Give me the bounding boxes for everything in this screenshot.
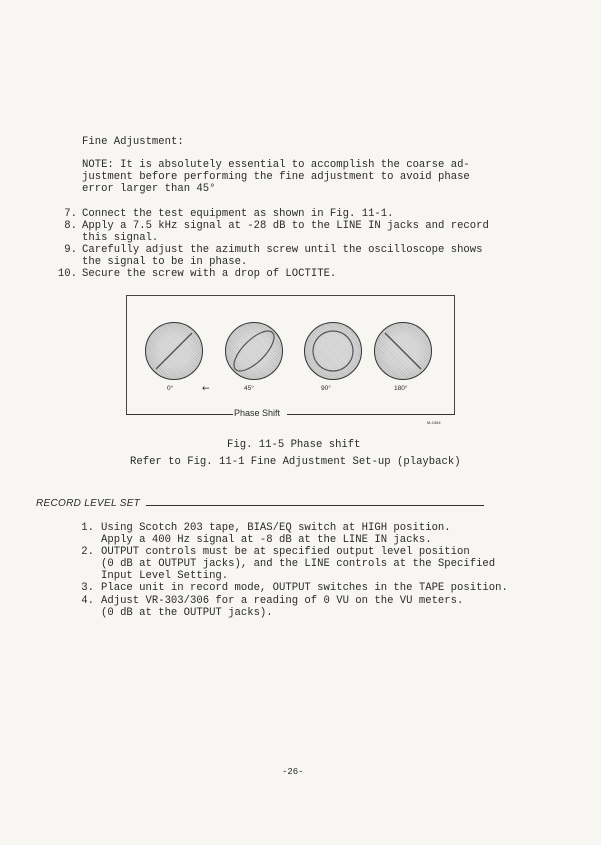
- step-number: 7.: [64, 208, 77, 220]
- step-number: 3.: [81, 582, 94, 594]
- step-text: (0 dB at OUTPUT jacks), and the LINE controls at the Specified: [101, 558, 496, 570]
- step-text: OUTPUT controls must be at specified output level position: [101, 546, 470, 558]
- step-number: 4.: [81, 595, 94, 607]
- step-number: 9.: [64, 244, 77, 256]
- step-text: this signal.: [82, 232, 159, 244]
- step-text: Carefully adjust the azimuth screw until the oscilloscope shows: [82, 244, 483, 256]
- figure-reference: Refer to Fig. 11-1 Fine Adjustment Set-up (playback): [130, 456, 461, 468]
- scope-pattern-90-deg: [304, 322, 362, 380]
- step-number: 1.: [81, 522, 94, 534]
- step-text: Secure the screw with a drop of LOCTITE.: [82, 268, 337, 280]
- arrow-left-icon: ←: [202, 384, 210, 394]
- page-number: -26-: [282, 767, 304, 777]
- scope-pattern-45-deg: [225, 322, 283, 380]
- note-line: justment before performing the fine adjustment to avoid phase: [82, 171, 470, 183]
- step-number: 8.: [64, 220, 77, 232]
- step-text: Place unit in record mode, OUTPUT switches in the TAPE position.: [101, 582, 508, 594]
- phase-shift-figure: [126, 295, 455, 425]
- step-text: (0 dB at the OUTPUT jacks).: [101, 607, 273, 619]
- phase-label-45: 45°: [244, 385, 254, 392]
- phase-label-90: 90°: [321, 385, 331, 392]
- step-text: Apply a 400 Hz signal at -8 dB at the LINE IN jacks.: [101, 534, 432, 546]
- step-text: Adjust VR-303/306 for a reading of 0 VU on the VU meters.: [101, 595, 464, 607]
- step-text: Input Level Setting.: [101, 570, 229, 582]
- figure-code: M-2454: [427, 420, 441, 425]
- note-line: NOTE: It is absolutely essential to accomplish the coarse ad-: [82, 159, 470, 171]
- record-level-heading: RECORD LEVEL SET: [36, 498, 141, 509]
- scope-pattern-180-deg: [374, 322, 432, 380]
- step-text: Apply a 7.5 kHz signal at -28 dB to the LINE IN jacks and record: [82, 220, 489, 232]
- fine-adjustment-heading: Fine Adjustment:: [82, 136, 184, 148]
- figure-caption: Fig. 11-5 Phase shift: [227, 439, 361, 451]
- figure-bottom-rule-right: [287, 414, 455, 415]
- section-rule: [146, 505, 484, 506]
- step-number: 10.: [57, 268, 77, 280]
- figure-bottom-rule-left: [126, 414, 233, 415]
- step-text: the signal to be in phase.: [82, 256, 248, 268]
- step-text: Connect the test equipment as shown in Fig. 11-1.: [82, 208, 394, 220]
- step-text: Using Scotch 203 tape, BIAS/EQ switch at HIGH position.: [101, 522, 451, 534]
- phase-shift-label: Phase Shift: [234, 408, 281, 418]
- phase-label-0: 0°: [167, 385, 174, 392]
- scope-pattern-0-deg: [145, 322, 203, 380]
- step-number: 2.: [81, 546, 94, 558]
- note-line: error larger than 45°: [82, 183, 216, 195]
- phase-label-180: 180°: [394, 385, 408, 392]
